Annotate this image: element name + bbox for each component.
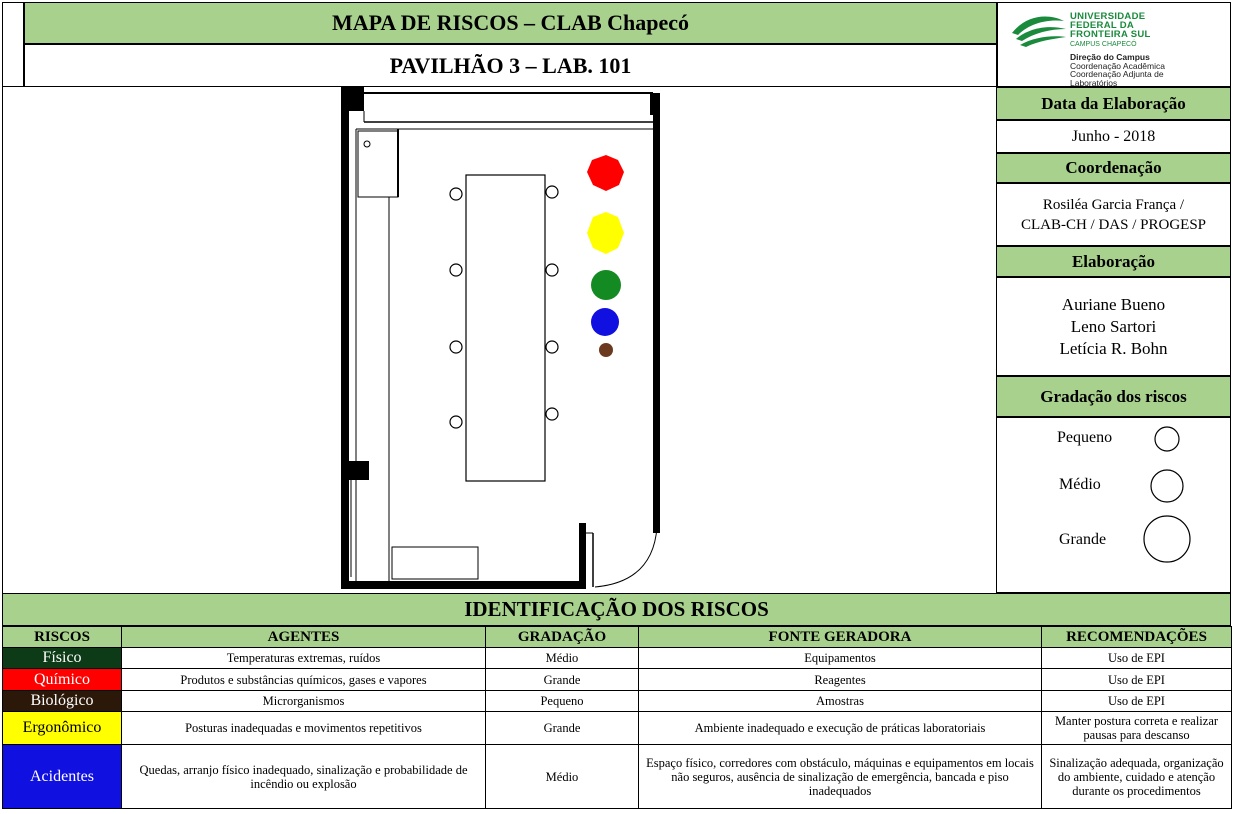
risk-table-title: IDENTIFICAÇÃO DOS RISCOS	[2, 593, 1231, 626]
floor-plan	[3, 87, 997, 593]
rec-cell: Uso de EPI	[1042, 669, 1232, 691]
grad-medium-label: Médio	[1059, 476, 1101, 493]
risk-cell: Químico	[3, 669, 122, 691]
grad-large-label: Grande	[1059, 531, 1107, 548]
col-header: RECOMENDAÇÕES	[1042, 627, 1232, 648]
header-left-strip	[2, 2, 24, 87]
central-bench	[466, 175, 545, 481]
large-circle-icon	[1144, 516, 1190, 562]
rec-cell: Manter postura correta e realizar pausas para descanso	[1042, 712, 1232, 745]
elab-label: Elaboração	[996, 246, 1231, 277]
table-header-row	[3, 627, 1232, 648]
col-header: FONTE GERADORA	[639, 627, 1042, 648]
page-subtitle: PAVILHÃO 3 – LAB. 101	[24, 44, 997, 87]
acidentes-risk-marker	[591, 308, 619, 336]
direction-text: Direção do Campus Coordenação Acadêmica Coordenação Adjunta de Laboratórios	[1070, 52, 1165, 88]
bottom-wall	[341, 581, 585, 589]
biologico-risk-marker	[599, 343, 613, 357]
source-cell: Amostras	[639, 691, 1042, 712]
rec-cell: Uso de EPI	[1042, 691, 1232, 712]
table-row	[3, 745, 1232, 809]
table-row	[3, 712, 1232, 745]
uffs-leaf-icon	[1008, 11, 1068, 51]
door-swing	[595, 527, 657, 587]
left-wall	[341, 87, 349, 587]
rec-cell: Sinalização adequada, organização do ambiente, cuidado e atenção durante os procedimentos	[1042, 745, 1232, 809]
grade-cell: Grande	[486, 669, 639, 691]
grade-cell: Médio	[486, 745, 639, 809]
page-title: MAPA DE RISCOS – CLAB Chapecó	[24, 2, 997, 44]
risk-cell: Acidentes	[3, 745, 122, 809]
coord-label: Coordenação	[996, 153, 1231, 183]
source-cell: Ambiente inadequado e execução de práticas laboratoriais	[639, 712, 1042, 745]
col-header: AGENTES	[122, 627, 486, 648]
university-name: UNIVERSIDADE FEDERAL DA FRONTEIRA SUL	[1070, 11, 1151, 40]
right-wall	[653, 93, 660, 533]
agent-cell: Quedas, arranjo físico inadequado, sinalização e probabilidade de incêndio ou explosão	[122, 745, 486, 809]
source-cell: Espaço físico, corredores com obstáculo, máquinas e equipamentos em locais não seguros, ausência de sinalização de emergência, bancada e piso inadequados	[639, 745, 1042, 809]
ergonomico-risk-marker	[587, 212, 624, 254]
risk-table	[2, 626, 1232, 809]
agent-cell: Microrganismos	[122, 691, 486, 712]
grade-cell: Médio	[486, 648, 639, 669]
date-label: Data da Elaboração	[996, 87, 1231, 120]
risk-cell: Físico	[3, 648, 122, 669]
table-row	[3, 669, 1232, 691]
small-circle-icon	[1155, 427, 1179, 451]
grad-legend	[996, 417, 1231, 593]
quimico-risk-marker	[587, 155, 624, 191]
fisico-risk-marker	[591, 270, 621, 300]
campus-name: CAMPUS CHAPECÓ	[1070, 41, 1137, 48]
rec-cell: Uso de EPI	[1042, 648, 1232, 669]
grad-label: Gradação dos riscos	[996, 376, 1231, 417]
risk-cell: Ergonômico	[3, 712, 122, 745]
medium-circle-icon	[1151, 470, 1183, 502]
agent-cell: Temperaturas extremas, ruídos	[122, 648, 486, 669]
university-logo	[997, 2, 1231, 87]
grade-cell: Pequeno	[486, 691, 639, 712]
agent-cell: Posturas inadequadas e movimentos repetitivos	[122, 712, 486, 745]
source-cell: Equipamentos	[639, 648, 1042, 669]
table-row	[3, 691, 1232, 712]
col-header: GRADAÇÃO	[486, 627, 639, 648]
table-row	[3, 648, 1232, 669]
risk-cell: Biológico	[3, 691, 122, 712]
grade-cell: Grande	[486, 712, 639, 745]
bottom-cabinet	[392, 547, 478, 579]
elab-names: Auriane Bueno Leno Sartori Letícia R. Bohn	[996, 277, 1231, 376]
date-value: Junho - 2018	[996, 120, 1231, 153]
coord-value: Rosiléa Garcia França / CLAB-CH / DAS / PROGESP	[996, 183, 1231, 246]
source-cell: Reagentes	[639, 669, 1042, 691]
agent-cell: Produtos e substâncias químicos, gases e vapores	[122, 669, 486, 691]
floor-plan-area	[2, 87, 996, 593]
grad-circles	[997, 418, 1232, 594]
grad-small-label: Pequeno	[1057, 429, 1113, 446]
col-header: RISCOS	[3, 627, 122, 648]
